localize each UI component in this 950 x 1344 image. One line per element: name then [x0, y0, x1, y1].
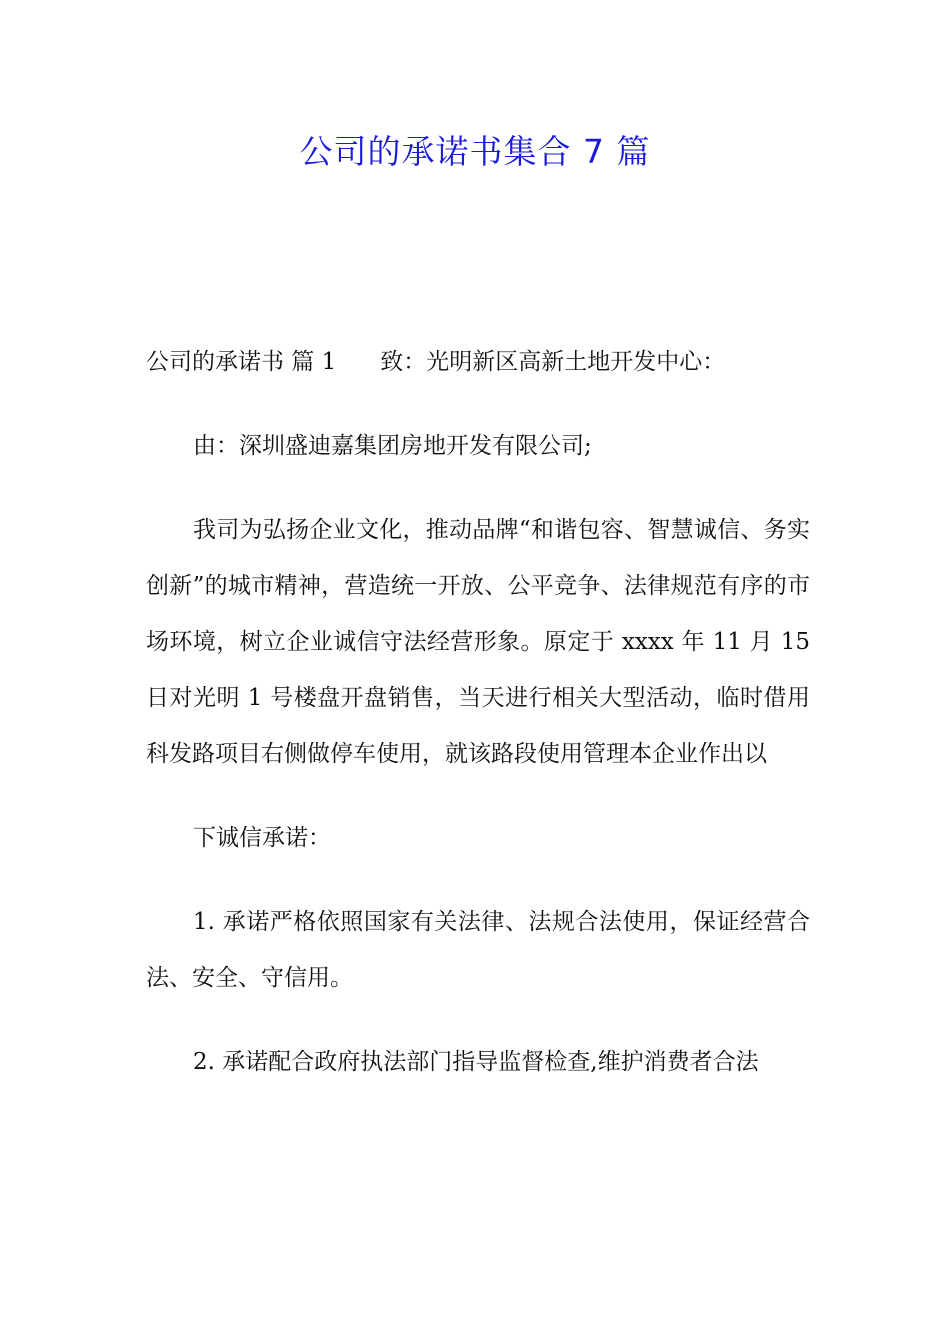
paragraph-heading-line	[146, 334, 810, 390]
document-title: 公司的承诺书集合 7 篇	[299, 132, 651, 171]
paragraph-sender: 由：深圳盛迪嘉集团房地开发有限公司;	[193, 433, 592, 459]
paragraph-commitment-1: 1. 承诺严格依照国家有关法律、法规合法使用，保证经营合法、安全、守信用。	[146, 909, 810, 991]
document-body	[146, 334, 810, 1118]
section-label: 公司的承诺书 篇 1	[146, 349, 337, 375]
paragraph-commitment-2: 2. 承诺配合政府执法部门指导监督检查,维护消费者合法	[193, 1049, 759, 1075]
recipient-line: 致：光明新区高新土地开发中心：	[380, 349, 726, 375]
paragraph-commitment-intro: 下诚信承诺：	[193, 825, 331, 851]
paragraph-main: 我司为弘扬企业文化，推动品牌“和谐包容、智慧诚信、务实创新”的城市精神，营造统一开放、公平竞争、法律规范有序的市场环境，树立企业诚信守法经营形象。原定于 xxxx 年 11 月 15 日对光明 1 号楼盘开盘销售，当天进行相关大型活动，临时借用科发路项目右侧做停车使用，就该路段使用管理本企业作出以	[146, 517, 810, 767]
